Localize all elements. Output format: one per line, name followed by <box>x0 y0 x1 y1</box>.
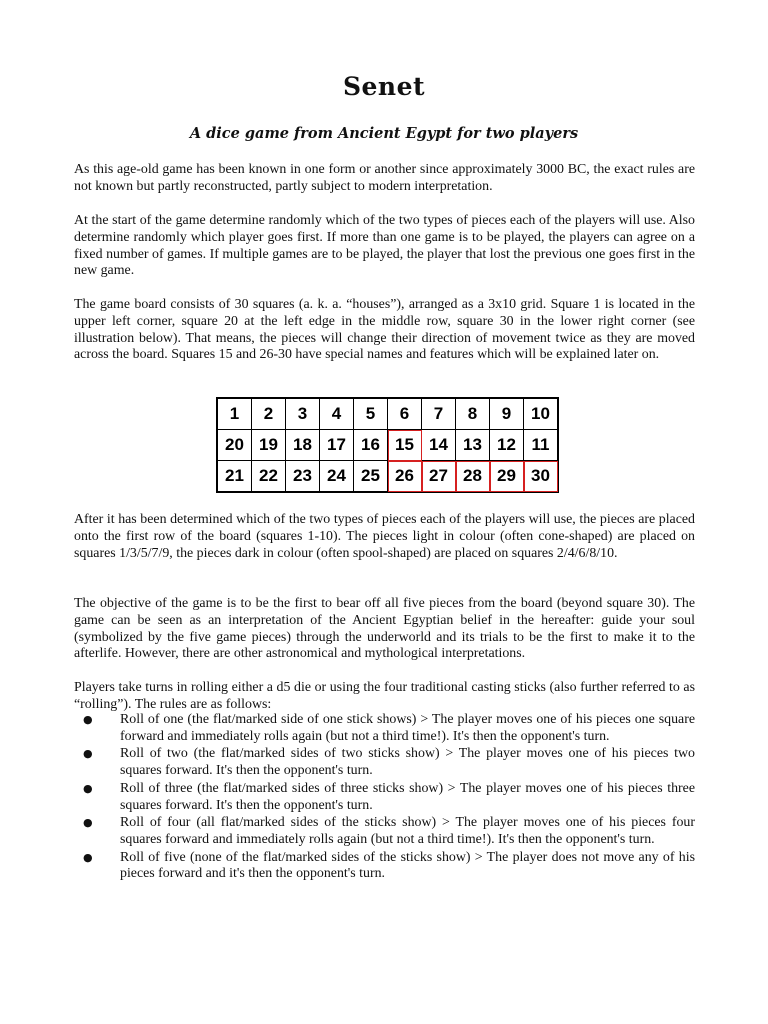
bullet-icon: ● <box>83 781 93 795</box>
rule-text: Roll of three (the flat/marked sides of three sticks show) > The player moves one of his pieces three squares forward. It's then the opponent's turn. <box>120 780 695 813</box>
board-square: 12 <box>490 430 524 461</box>
board-square: 25 <box>354 461 388 493</box>
page-subtitle: A dice game from Ancient Egypt for two players <box>189 125 579 142</box>
senet-board <box>216 397 559 493</box>
list-item <box>74 781 695 815</box>
board-square: 16 <box>354 430 388 461</box>
board-row-2 <box>217 430 558 461</box>
paragraph-intro: As this age-old game has been known in one form or another since approximately 3000 BC, the exact rules are not known but partly reconstructed, partly subject to modern interpretation. <box>74 162 695 194</box>
board-square: 11 <box>524 430 559 461</box>
board-square-special: 26 <box>388 461 422 493</box>
board-square-special: 28 <box>456 461 490 493</box>
board-square: 22 <box>252 461 286 493</box>
rule-text: Roll of five (none of the flat/marked sides of the sticks show) > The player does not move any of his pieces forward and it's then the opponent's turn. <box>120 849 695 882</box>
rule-text: Roll of one (the flat/marked side of one stick shows) > The player moves one of his pieces one square forward and immediately rolls again (but not a third time!). It's then the opponent's turn. <box>120 712 695 744</box>
bullet-icon: ● <box>83 713 93 726</box>
paragraph-placement: After it has been determined which of the two types of pieces each of the players will use, the pieces are placed onto the first row of the board (squares 1-10). The pieces light in colour (often cone-shaped) are placed on squares 1/3/5/7/9, the pieces dark in colour (often spool-shaped) are placed on squares 2/4/6/8/10. <box>74 512 695 561</box>
board-square: 10 <box>524 398 559 430</box>
board-square-special: 27 <box>422 461 456 493</box>
page-title: Senet <box>342 72 426 101</box>
bullet-icon: ● <box>83 850 93 864</box>
paragraph-players: Players take turns in rolling either a d5 die or using the four traditional casting sticks (also further referred to as “rolling”). The rules are as follows: <box>74 680 695 712</box>
board-square-special: 30 <box>524 461 559 493</box>
board-square: 7 <box>422 398 456 430</box>
list-item <box>74 815 695 849</box>
board-square: 14 <box>422 430 456 461</box>
paragraph-start: At the start of the game determine randomly which of the two types of pieces each of the players will use. Also determine randomly which player goes first. If more than one game is to be played, the players can agree on a fixed number of games. If multiple games are to be played, the player that lost the previous one goes first in the new game. <box>74 213 695 279</box>
board-square: 13 <box>456 430 490 461</box>
board-square: 2 <box>252 398 286 430</box>
board-square: 24 <box>320 461 354 493</box>
board-square: 6 <box>388 398 422 430</box>
paragraph-board: The game board consists of 30 squares (a. k. a. “houses”), arranged as a 3x10 grid. Square 1 is located in the upper left corner, square 20 at the left edge in the middle row, square 30 in the lower right corner (see illustration below). That means, the pieces will change their direction of movement twice as they are moved across the board. Squares 15 and 26-30 have special names and features which will be explained later on. <box>74 297 695 363</box>
board-square: 18 <box>286 430 320 461</box>
board-row-1 <box>217 398 558 430</box>
board-square: 19 <box>252 430 286 461</box>
list-item <box>74 712 695 746</box>
bullet-icon: ● <box>83 747 93 761</box>
board-row-3 <box>217 461 558 493</box>
board-square: 23 <box>286 461 320 493</box>
paragraph-objective: The objective of the game is to be the first to bear off all five pieces from the board (beyond square 30). The game can be seen as an interpretation of the Ancient Egyptian belief in the hereafter: guide your soul (symbolized by the five game pieces) through the underworld and its trials to be the first to make it to the afterlife. However, there are other astronomical and mythological interpretations. <box>74 596 695 662</box>
bullet-icon: ● <box>83 816 93 830</box>
board-square: 1 <box>217 398 252 430</box>
rules-list <box>74 712 695 884</box>
board-square: 20 <box>217 430 252 461</box>
list-item <box>74 850 695 884</box>
board-square: 17 <box>320 430 354 461</box>
board-square: 5 <box>354 398 388 430</box>
board-square: 8 <box>456 398 490 430</box>
board-square: 3 <box>286 398 320 430</box>
rule-text: Roll of two (the flat/marked sides of two sticks show) > The player moves one of his pieces two squares forward. It's then the opponent's turn. <box>120 746 695 779</box>
board-square-special: 15 <box>388 430 422 461</box>
list-item <box>74 746 695 780</box>
board-square: 4 <box>320 398 354 430</box>
board-square-special: 29 <box>490 461 524 493</box>
rule-text: Roll of four (all flat/marked sides of the sticks show) > The player moves one of his pieces four squares forward and immediately rolls again (but not a third time!). It's then the opponent's turn. <box>120 815 695 847</box>
board-square: 21 <box>217 461 252 493</box>
board-square: 9 <box>490 398 524 430</box>
